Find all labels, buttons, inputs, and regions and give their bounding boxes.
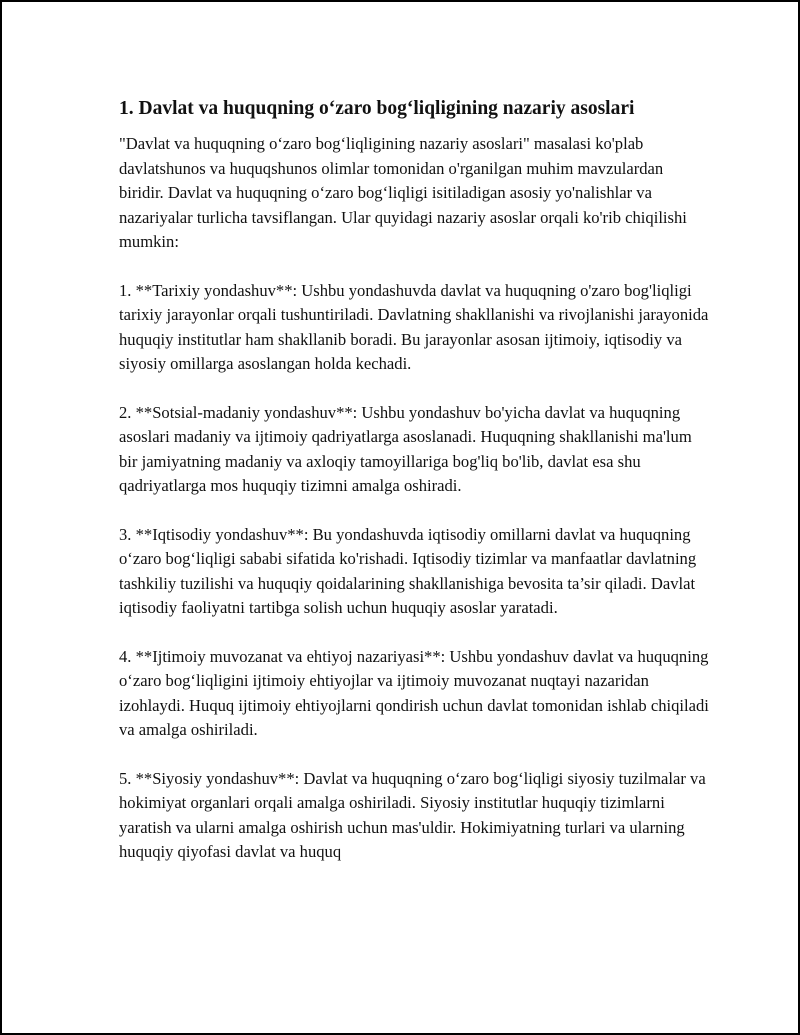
paragraph-historical-approach: 1. **Tarixiy yondashuv**: Ushbu yondashuvda davlat va huquqning o'zaro bog'liqligi tarixiy jarayonlar orqali tushuntiriladi. Davlatning shakllanishi va rivojlanishi jarayonida huquqiy institutlar ham shakllanib boradi. Bu jarayonlar asosan ijtimoiy, iqtisodiy va siyosiy omillarga asoslangan holda kechadi. <box>119 280 709 373</box>
document-title: 1. Davlat va huquqning o‘zaro bog‘liqligining nazariy asoslari <box>119 98 635 119</box>
document-body <box>119 96 709 889</box>
intro-paragraph: "Davlat va huquqning o‘zaro bog‘liqligining nazariy asoslari" masalasi ko'plab davlatshunos va huquqshunos olimlar tomonidan o'rganilgan muhim mavzulardan biridir. Davlat va huquqning o‘zaro bog‘liqligi isitiladigan asosiy yo'nalishlar va nazariyalar turlicha tavsiflangan. Ular quyidagi nazariy asoslar orqali ko'rib chiqilishi mumkin: <box>119 134 687 251</box>
paragraph-sociocultural-approach: 2. **Sotsial-madaniy yondashuv**: Ushbu yondashuv bo'yicha davlat va huquqning asoslari madaniy va ijtimoiy qadriyatlarga asoslanadi. Huquqning shakllanishi ma'lum bir jamiyatning madaniy va axloqiy tamoyillariga bog'liq bo'lib, davlat esa shu qadriyatlarga mos huquqiy tizimni amalga oshiradi. <box>119 402 692 495</box>
paragraph-political-approach: 5. **Siyosiy yondashuv**: Davlat va huquqning o‘zaro bog‘liqligi siyosiy tuzilmalar va hokimiyat organlari orqali amalga oshiriladi. Siyosiy institutlar huquqiy tizimlarni yaratish va ularni amalga oshirish uchun mas'uldir. Hokimiyatning turlari va ularning huquqiy qiyofasi davlat va huquq <box>119 768 706 861</box>
paragraph-economic-approach: 3. **Iqtisodiy yondashuv**: Bu yondashuvda iqtisodiy omillarni davlat va huquqning o‘zaro bog‘liqligi sababi sifatida ko'rishadi. Iqtisodiy tizimlar va manfaatlar davlatning tashkiliy tuzilishi va huquqiy qoidalarining shakllanishiga bevosita ta’sir qiladi. Davlat iqtisodiy faoliyatni tartibga solish uchun huquqiy asoslar yaratadi. <box>119 524 697 617</box>
paragraph-social-balance-theory: 4. **Ijtimoiy muvozanat va ehtiyoj nazariyasi**: Ushbu yondashuv davlat va huquqning o‘zaro bog‘liqligini ijtimoiy ehtiyojlar va ijtimoiy muvozanat nuqtayi nazaridan izohlaydi. Huquq ijtimoiy ehtiyojlarni qondirish uchun davlat tomonidan ishlab chiqiladi va amalga oshiriladi. <box>119 646 709 739</box>
